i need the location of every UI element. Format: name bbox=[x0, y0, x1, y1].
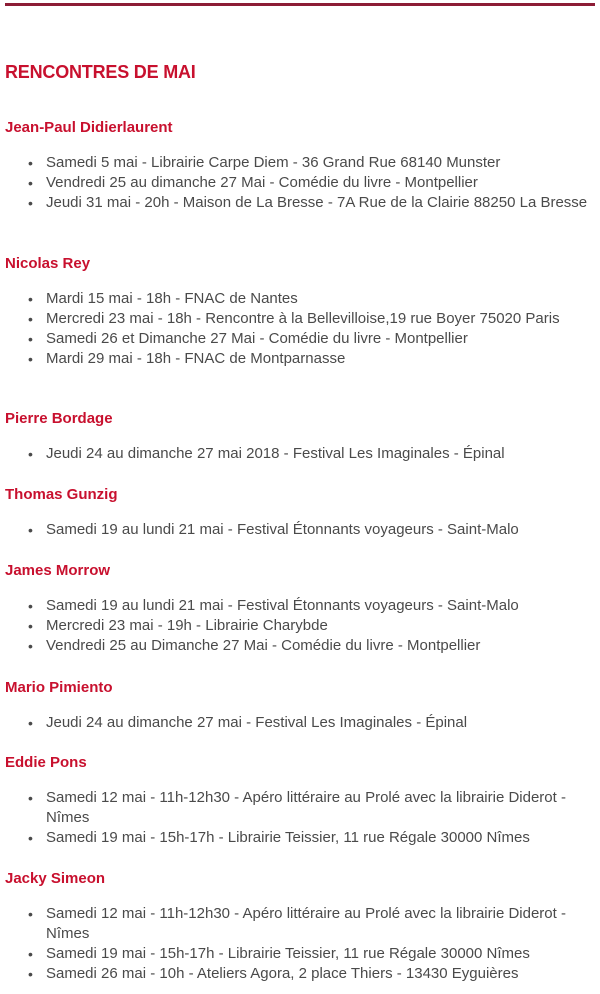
event-list bbox=[0, 904, 600, 984]
bullet-icon: • bbox=[28, 175, 33, 191]
bullet-icon: • bbox=[28, 522, 33, 538]
bullet-icon: • bbox=[28, 830, 33, 846]
bullet-icon: • bbox=[28, 195, 33, 211]
author-section-morrow bbox=[0, 562, 600, 656]
author-section-simeon bbox=[0, 870, 600, 984]
top-divider bbox=[5, 3, 595, 6]
event-item: • Mercredi 23 mai - 18h - Rencontre à la Bellevilloise,19 rue Boyer 75020 Paris bbox=[28, 310, 560, 327]
event-item: • Samedi 26 mai - 10h - Ateliers Agora, 2 place Thiers - 13430 Eyguières bbox=[28, 965, 519, 982]
event-item: • Mardi 15 mai - 18h - FNAC de Nantes bbox=[28, 290, 298, 307]
author-section-pons bbox=[0, 754, 600, 848]
event-list bbox=[0, 289, 600, 369]
page-title: RENCONTRES DE MAI bbox=[5, 62, 196, 82]
author-name: Pierre Bordage bbox=[5, 410, 113, 427]
event-item: • Samedi 12 mai - 11h-12h30 - Apéro littéraire au Prolé avec la librairie Diderot - Nîmes bbox=[28, 905, 566, 942]
event-list bbox=[0, 153, 600, 213]
event-item: • Mercredi 23 mai - 19h - Librairie Charybde bbox=[28, 617, 328, 634]
author-section-didierlaurent bbox=[0, 119, 600, 213]
event-item: • Samedi 5 mai - Librairie Carpe Diem - 36 Grand Rue 68140 Munster bbox=[28, 154, 501, 171]
author-section-bordage bbox=[0, 410, 600, 464]
author-name: James Morrow bbox=[5, 562, 111, 579]
event-item: • Mardi 29 mai - 18h - FNAC de Montparnasse bbox=[28, 350, 346, 367]
author-section-rey bbox=[0, 255, 600, 369]
author-name: Jacky Simeon bbox=[5, 870, 106, 887]
event-item: • Samedi 19 au lundi 21 mai - Festival Étonnants voyageurs - Saint-Malo bbox=[28, 597, 519, 614]
event-list bbox=[0, 444, 600, 464]
event-item: • Samedi 19 mai - 15h-17h - Librairie Teissier, 11 rue Régale 30000 Nîmes bbox=[28, 945, 530, 962]
bullet-icon: • bbox=[28, 946, 33, 962]
event-item: • Jeudi 24 au dimanche 27 mai 2018 - Festival Les Imaginales - Épinal bbox=[28, 445, 505, 462]
event-list bbox=[0, 520, 600, 540]
event-item: • Vendredi 25 au dimanche 27 Mai - Comédie du livre - Montpellier bbox=[28, 174, 478, 191]
event-item: • Samedi 12 mai - 11h-12h30 - Apéro littéraire au Prolé avec la librairie Diderot - Nîmes bbox=[28, 789, 566, 826]
author-name: Nicolas Rey bbox=[5, 255, 91, 272]
event-item: • Samedi 26 et Dimanche 27 Mai - Comédie du livre - Montpellier bbox=[28, 330, 468, 347]
bullet-icon: • bbox=[28, 291, 33, 307]
bullet-icon: • bbox=[28, 906, 33, 922]
author-name: Eddie Pons bbox=[5, 754, 87, 771]
event-list bbox=[0, 596, 600, 656]
event-list bbox=[0, 713, 600, 733]
bullet-icon: • bbox=[28, 638, 33, 654]
bullet-icon: • bbox=[28, 598, 33, 614]
event-item: • Jeudi 31 mai - 20h - Maison de La Bresse - 7A Rue de la Clairie 88250 La Bresse bbox=[28, 194, 588, 211]
bullet-icon: • bbox=[28, 966, 33, 982]
bullet-icon: • bbox=[28, 331, 33, 347]
bullet-icon: • bbox=[28, 790, 33, 806]
bullet-icon: • bbox=[28, 311, 33, 327]
event-item: • Jeudi 24 au dimanche 27 mai - Festival Les Imaginales - Épinal bbox=[28, 714, 468, 731]
bullet-icon: • bbox=[28, 446, 33, 462]
bullet-icon: • bbox=[28, 618, 33, 634]
author-section-gunzig bbox=[0, 486, 600, 540]
event-list bbox=[0, 788, 600, 848]
event-item: • Samedi 19 au lundi 21 mai - Festival Étonnants voyageurs - Saint-Malo bbox=[28, 521, 519, 538]
author-section-pimiento bbox=[0, 679, 600, 733]
bullet-icon: • bbox=[28, 351, 33, 367]
event-item: • Vendredi 25 au Dimanche 27 Mai - Comédie du livre - Montpellier bbox=[28, 637, 481, 654]
author-name: Jean-Paul Didierlaurent bbox=[5, 119, 173, 136]
event-item: • Samedi 19 mai - 15h-17h - Librairie Teissier, 11 rue Régale 30000 Nîmes bbox=[28, 829, 530, 846]
author-name: Thomas Gunzig bbox=[5, 486, 118, 503]
bullet-icon: • bbox=[28, 155, 33, 171]
author-name: Mario Pimiento bbox=[5, 679, 113, 696]
bullet-icon: • bbox=[28, 715, 33, 731]
